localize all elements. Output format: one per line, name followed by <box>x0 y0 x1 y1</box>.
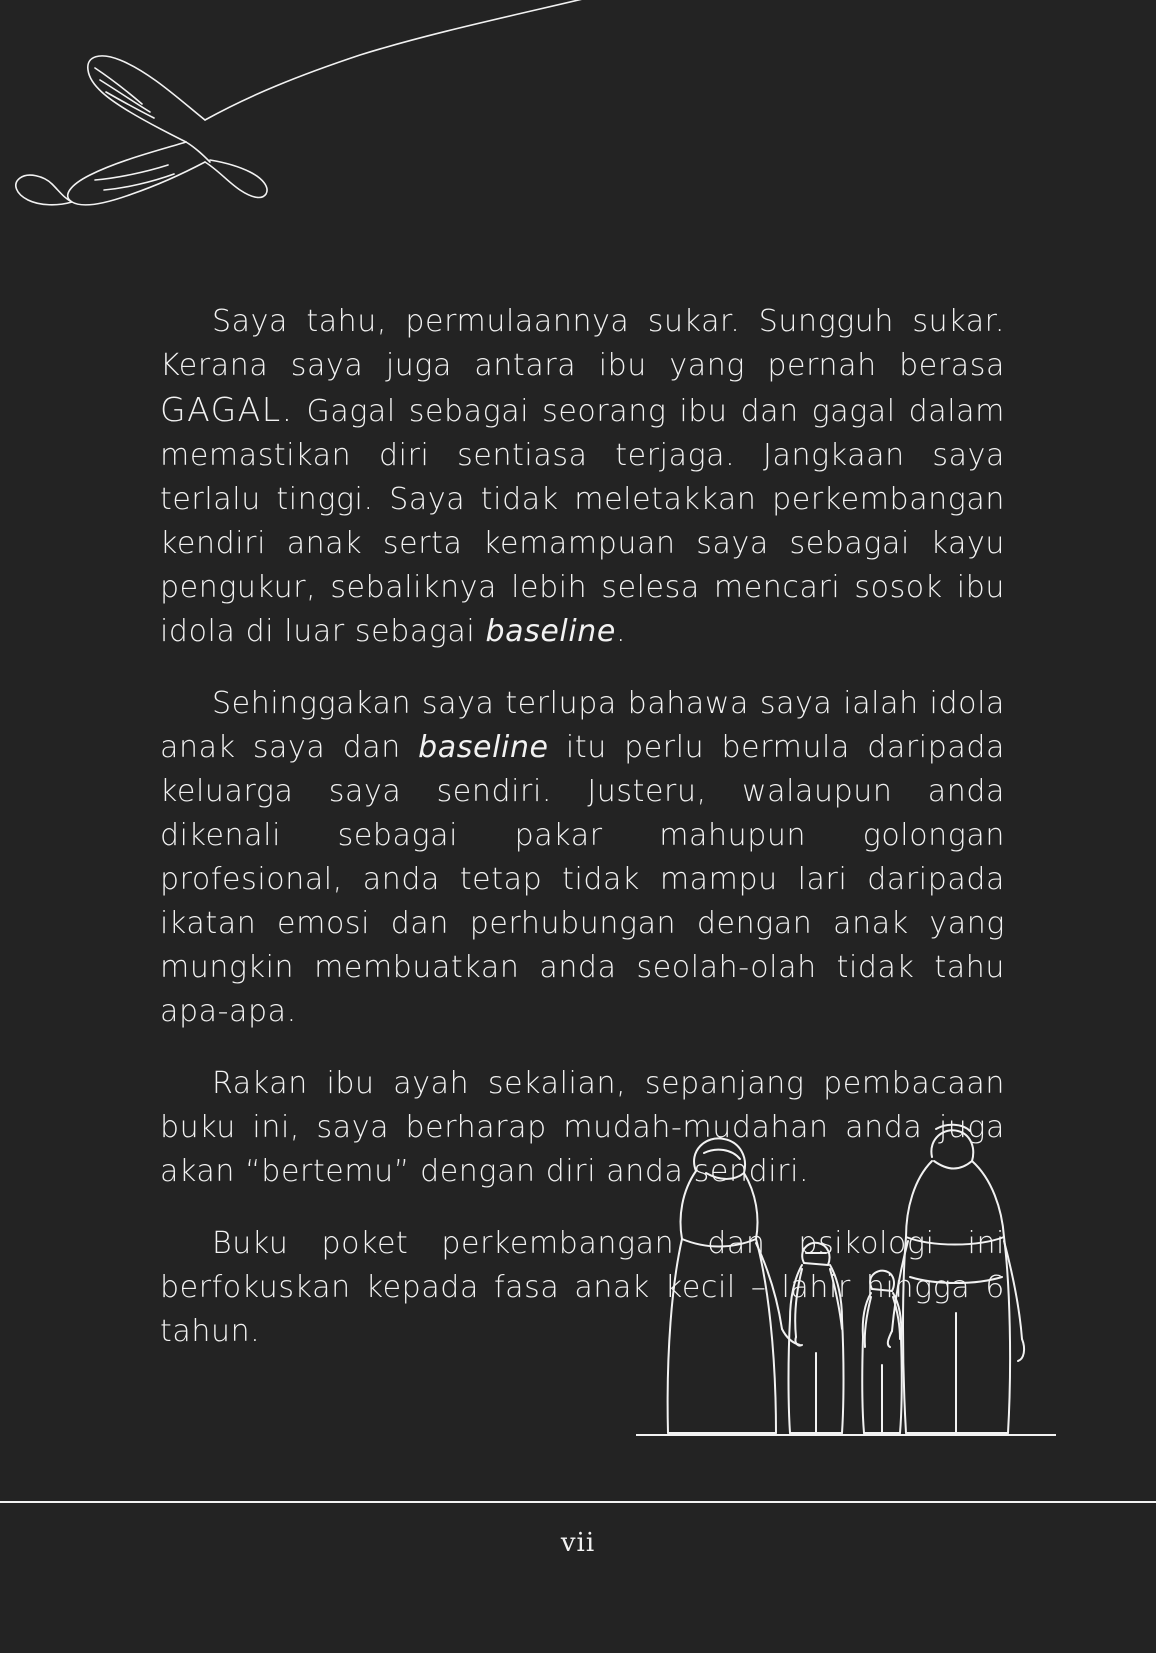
bird-line-art <box>0 0 620 240</box>
paragraph-1-emphasis-gagal: GAGAL. <box>160 390 294 429</box>
paragraph-2 <box>160 682 1005 1034</box>
paragraph-2-italic-baseline: baseline <box>418 730 549 765</box>
paragraph-1-italic-baseline: baseline <box>485 614 616 649</box>
page-number: vii <box>560 1528 596 1558</box>
paragraph-3 <box>160 1062 1005 1194</box>
body-text <box>160 300 1005 1354</box>
paragraph-4 <box>160 1222 1005 1354</box>
footer-divider <box>0 1501 1156 1503</box>
paragraph-3-seg-1: Rakan ibu ayah sekalian, sepanjang pembacaan buku ini, saya berharap mudah-mudahan anda juga akan “bertemu” dengan diri anda sendiri. <box>160 1066 1005 1189</box>
paragraph-1 <box>160 300 1005 654</box>
paragraph-1-seg-3: Gagal sebagai seorang ibu dan gagal dalam memastikan diri sentiasa terjaga. Jangkaan saya terlalu tinggi. Saya tidak meletakkan perkembangan kendiri anak serta kemampuan saya sebagai kayu pengukur, sebaliknya lebih selesa mencari sosok ibu idola di luar sebagai <box>160 394 1005 649</box>
paragraph-4-seg-1: Buku poket perkembangan dan psikologi ini berfokuskan kepada fasa anak kecil – lahir hingga 6 tahun. <box>160 1226 1005 1349</box>
paragraph-2-seg-3: itu perlu bermula daripada keluarga saya sendiri. Justeru, walaupun anda dikenali sebagai pakar mahupun golongan profesional, anda tetap tidak mampu lari daripada ikatan emosi dan perhubungan dengan anak yang mungkin membuatkan anda seolah-olah tidak tahu apa-apa. <box>160 730 1005 1029</box>
paragraph-2-seg-1: Sehinggakan saya terlupa bahawa saya ialah idola anak saya dan <box>160 686 1005 765</box>
paragraph-1-seg-5: . <box>615 614 627 649</box>
paragraph-1-seg-1: Saya tahu, permulaannya sukar. Sungguh sukar. Kerana saya juga antara ibu yang pernah berasa <box>160 304 1005 383</box>
